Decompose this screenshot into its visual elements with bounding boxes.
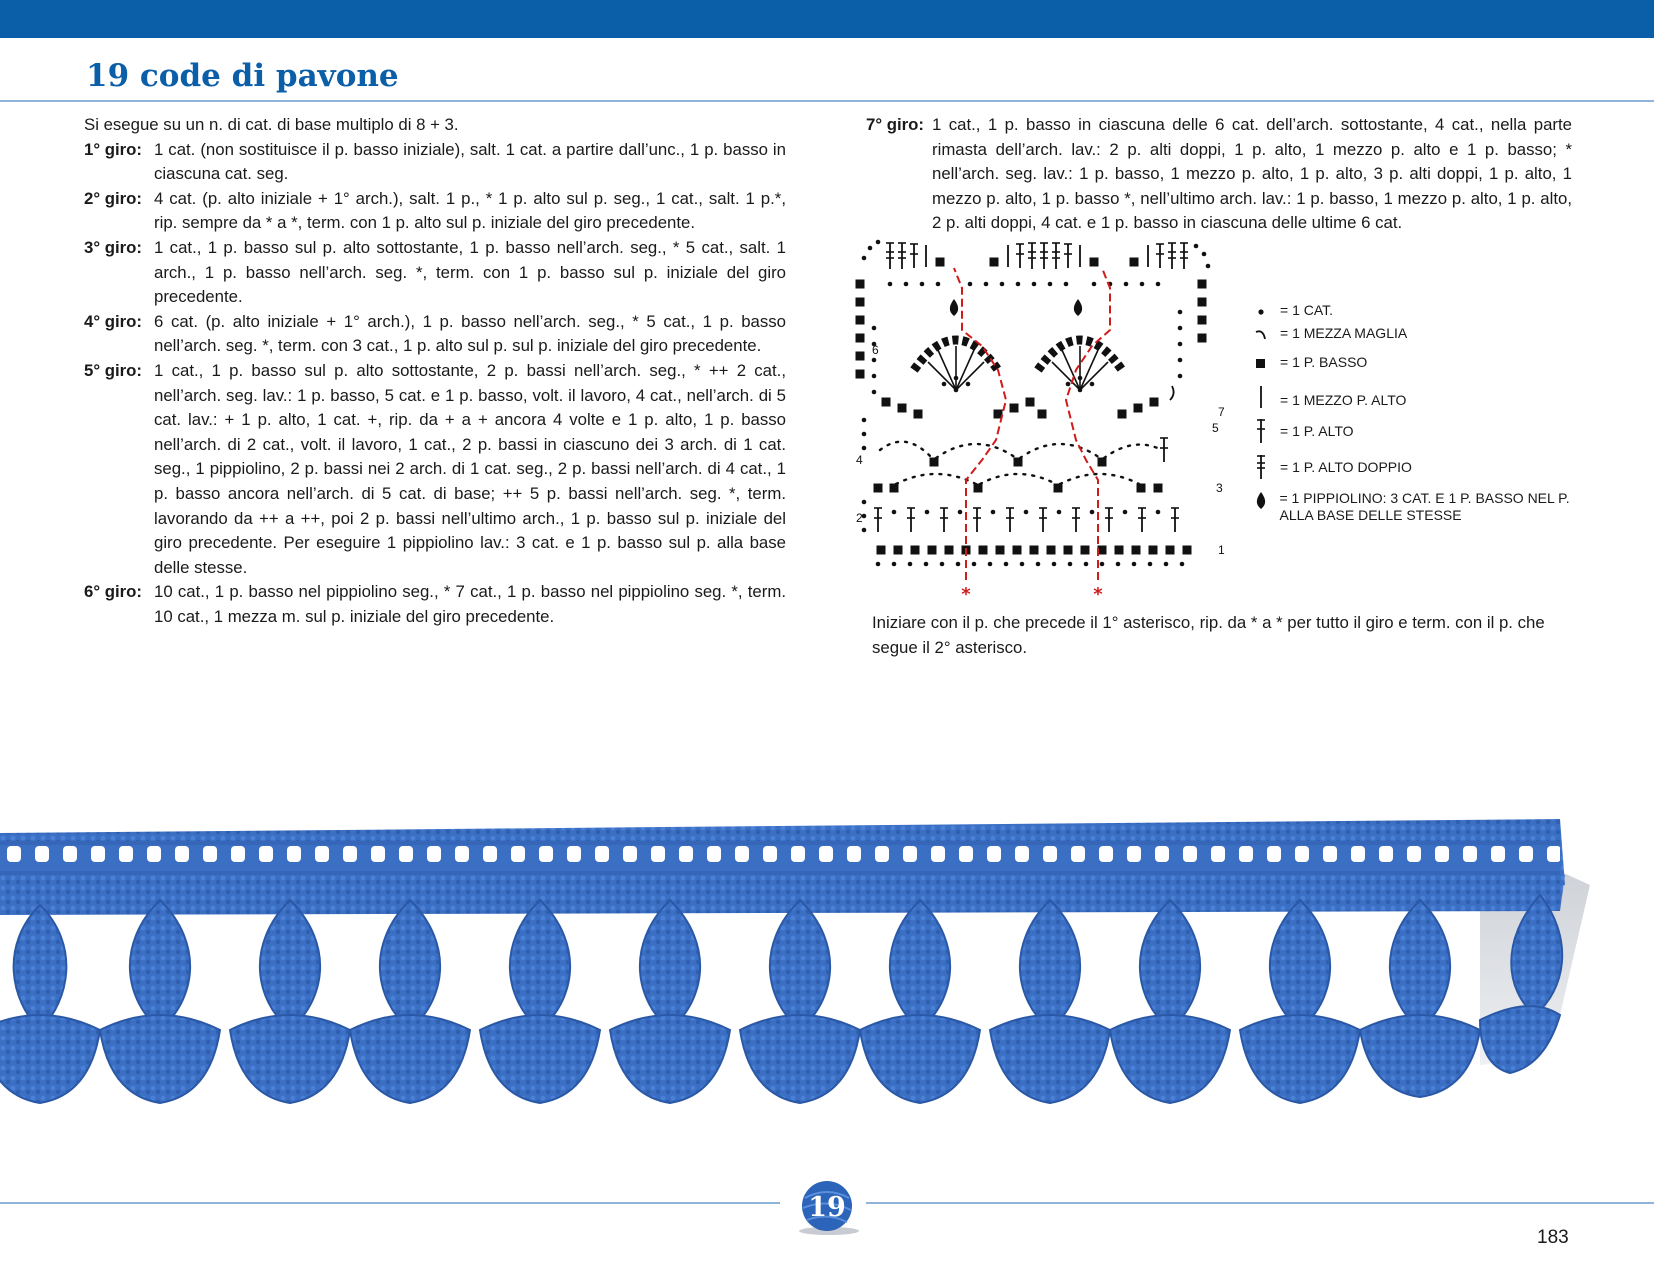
slip-stitch-arc-icon [1250,325,1272,343]
step-label: 5° giro: [84,360,142,380]
step-round-6 [84,580,786,629]
step-text: 4 cat. (p. alto iniziale + 1° arch.), salt. 1 p., * 1 p. alto sul p. seg., 1 cat., salt. 1 p.*, rip. sempre da * a *, term. con 1 p. alto sul p. iniziale del giro precedente. [154,188,786,233]
treble-cross-icon [1250,419,1272,443]
row-6-chain-border [872,282,1183,395]
crochet-chart [856,250,1236,610]
footer-rule-right [866,1202,1654,1204]
repeat-instructions: Iniziare con il p. che precede il 1° asterisco, rip. da * a * per tutto il giro e term. con il p. che segue il 2° asterisco. [872,613,1545,657]
row-number-3: 3 [1216,481,1223,495]
row-2-trebles [862,500,1179,533]
page-title: 19 code di pavone [86,58,399,94]
step-text: 10 cat., 1 p. basso nel pippiolino seg., * 7 cat., 1 p. basso nel pippiolino seg. *, term. 10 cat., 1 mezza m. sul p. iniziale del giro precedente. [154,582,786,626]
legend-slip-stitch [1250,325,1407,343]
step-label: 4° giro: [84,311,142,331]
repeat-markers [954,268,1110,580]
page-number: 183 [1537,1227,1569,1248]
row-7-edging [856,240,1211,379]
yarn-ball-badge [789,1180,865,1236]
step-label: 3° giro: [84,237,142,257]
legend-double-treble [1250,455,1412,479]
row-number-7: 7 [1218,405,1225,419]
step-text: 1 cat., 1 p. basso sul p. alto sottostante, 2 p. bassi nell’arch. seg., * ++ 2 cat., nell’arch. seg. lav.: 1 p. basso, 5 cat. e 1 p. basso, volt. il lavoro, 4 cat., nell’arch. di 5 cat. lav.: + 1 p. alto, 1 cat. +, rip. da + a + ancora 4 volte e 1 p. alto, 1 p. basso nell’arch. di 2 cat., volt. il lavoro, 1 cat., 2 p. bassi in ciascuno dei 3 arch. di 1 cat. seg., 1 pippiolino, 2 p. bassi nei 2 arch. di 1 cat. seg., 2 p. bassi nell’arch. di 4 cat., 1 p. basso ancora nell’arch. di 5 cat. di base; ++ 5 p. bassi nell’arch. seg. *, term. lavorando da ++ a ++, poi 2 p. bassi nell’ultimo arch., 1 p. basso sul p. iniziale del giro precedente. Per eseguire 1 pippiolino lav.: 3 cat. e 1 p. basso sul p. alla base delle stesse. [154,360,786,577]
step-label: 6° giro: [84,582,142,602]
step-label: 2° giro: [84,188,142,208]
legend-label: = 1 P. ALTO [1280,423,1354,439]
step-round-2 [84,187,786,236]
chain-dot-icon [1250,302,1272,320]
title-rule [0,100,1654,102]
legend-label: = 1 CAT. [1280,302,1334,318]
step-round-7 [866,113,1572,236]
step-text: 1 cat. (non sostituisce il p. basso iniziale), salt. 1 cat. a partire dall’unc., 1 p. basso in ciascuna cat. seg. [154,139,786,184]
step-round-3 [84,236,786,310]
legend-label: = 1 MEZZA MAGLIA [1280,325,1408,341]
legend-picot [1250,490,1590,524]
row-5-fans [882,299,1174,419]
row-number-1: 1 [1218,543,1225,557]
repeat-asterisk-right: * [1093,584,1103,605]
instructions-left-column [84,113,786,629]
legend-label: = 1 P. ALTO DOPPIO [1280,459,1412,475]
double-treble-cross-icon [1250,455,1272,479]
step-round-4 [84,310,786,359]
top-banner [0,0,1654,38]
picot-drop-icon [1250,490,1271,512]
step-text: 6 cat. (p. alto iniziale + 1° arch.), 1 p. basso nell’arch. seg., * 5 cat., 1 p. basso nell’arch. seg. *, term. con 3 cat., 1 p. alto sul p. sul p. iniziale del giro precedente. [154,311,786,356]
legend-label: = 1 PIPPIOLINO: 3 CAT. E 1 P. BASSO NEL P. ALLA BASE DELLE STESSE [1279,490,1570,523]
foundation-chain [876,562,1185,567]
legend-half-double [1250,386,1406,410]
step-text: 1 cat., 1 p. basso sul p. alto sottostante, 1 p. basso nell’arch. seg., * 5 cat., salt. 1 arch., 1 p. basso nell’arch. seg. *, term. con 1 p. basso sul p. iniziale del giro precedente. [154,237,786,307]
legend-treble [1250,419,1354,443]
row-number-2: 2 [856,511,863,525]
row-number-4: 4 [856,453,863,467]
step-label: 1° giro: [84,139,142,159]
legend-label: = 1 P. BASSO [1280,354,1368,370]
row-number-5: 5 [1212,421,1219,435]
row-4-chain-arches [862,418,1168,467]
legend-single-crochet [1250,354,1367,372]
intro-text: Si esegue su un n. di cat. di base multiplo di 8 + 3. [84,115,459,134]
instructions-right-column [866,113,1572,236]
step-text: 1 cat., 1 p. basso in ciascuna delle 6 cat. dell’arch. sottostante, 4 cat., nella parte rimasta dell’arch. lav.: 2 p. alti doppi, 1 p. alto, 1 mezzo p. alto e 1 p. basso; * nell’arch. seg. lav.: 1 p. basso, 1 mezzo p. alto, 1 p. alto, 3 p. alti doppi, 1 p. alto, 1 mezzo p. alto, 1 p. basso *, nell’ultimo arch. lav.: 1 p. basso, 1 mezzo p. alto, 1 p. alto, 2 p. alti doppi, 4 cat. e 1 p. basso in ciascuna delle ultime 6 cat. [932,115,1572,233]
footer-rule-left [0,1202,780,1204]
row-number-6: 6 [872,343,879,357]
legend-chain [1250,302,1333,320]
badge-number: 19 [808,1192,846,1223]
step-round-5 [84,359,786,580]
row-1-single-crochet [877,546,1192,555]
row-3-chain-arches [874,474,1163,493]
repeat-asterisk-left: * [961,584,971,605]
half-double-bar-icon [1250,386,1272,410]
lace-photo [0,815,1654,1135]
step-round-1 [84,138,786,187]
step-label: 7° giro: [866,115,924,134]
legend-label: = 1 MEZZO P. ALTO [1280,392,1407,408]
single-crochet-square-icon [1250,354,1272,372]
